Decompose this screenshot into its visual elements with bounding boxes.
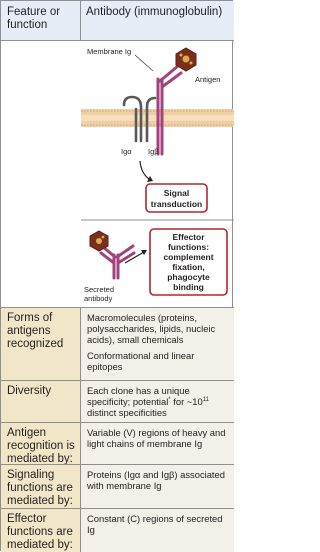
ig-beta-label: Igβ	[148, 147, 159, 156]
antibody-column-header: Antibody (immunoglobulin)	[81, 1, 234, 41]
row-effector-functions	[1, 508, 234, 552]
feature-forms-of-antigens: Forms of antigens recognized	[1, 308, 81, 380]
effector-label-5: phagocyte	[167, 272, 210, 282]
row-diversity	[1, 380, 234, 422]
secreted-antibody	[101, 246, 134, 278]
secreted-antibody-label-2: antibody	[84, 294, 113, 303]
row-forms-of-antigens	[1, 307, 234, 380]
desc-diversity-mid: for ~10	[170, 396, 203, 407]
effector-label-4: fixation,	[172, 262, 205, 272]
desc-diversity-star: *	[168, 396, 171, 403]
desc-diversity	[81, 381, 234, 422]
desc-antigen-recognition: Variable (V) regions of heavy and light chains of membrane Ig	[81, 423, 234, 464]
signal-arrow	[140, 161, 149, 179]
ig-alpha-label: Igα	[121, 147, 132, 156]
feature-column-header: Feature or function	[1, 1, 81, 41]
desc-diversity-pre: Each clone has a unique specificity; potential	[87, 385, 190, 407]
row-antigen-recognition	[1, 422, 234, 464]
desc-forms-p1: Macromolecules (proteins, polysaccharides, lipids, nucleic acids), small chemicals	[87, 312, 216, 345]
antigen-icon-secreted	[90, 231, 108, 251]
row-signaling-functions	[1, 464, 234, 508]
feature-effector-functions: Effector functions are mediated by:	[1, 509, 81, 552]
signal-transduction-box	[146, 184, 207, 212]
feature-signaling-functions: Signaling functions are mediated by:	[1, 465, 81, 508]
desc-effector-functions: Constant (C) regions of secreted Ig	[81, 509, 234, 552]
membrane-ig-label: Membrane Ig	[87, 47, 132, 56]
effector-label-6: binding	[173, 282, 204, 292]
signal-transduction-label-1: Signal	[163, 188, 190, 198]
effector-label-1: Effector	[172, 232, 205, 242]
antigen-icon	[176, 48, 196, 71]
feature-diversity: Diversity	[1, 381, 81, 422]
antibody-diagram	[81, 41, 234, 307]
effector-label-3: complement	[163, 252, 214, 262]
feature-antigen-recognition: Antigen recognition is mediated by:	[1, 423, 81, 464]
secreted-antibody-label-1: Secreted	[84, 285, 115, 294]
antigen-label: Antigen	[195, 75, 221, 84]
effector-label-2: functions:	[167, 242, 210, 252]
desc-diversity-exp: 11	[202, 396, 209, 403]
desc-forms-of-antigens	[81, 308, 234, 380]
effector-functions-box	[150, 229, 227, 295]
desc-diversity-post: distinct specificities	[87, 407, 167, 418]
signal-arrowhead	[147, 176, 153, 182]
desc-signaling-functions: Proteins (Igα and Igβ) associated with membrane Ig	[81, 465, 234, 508]
desc-forms-p2: Conformational and linear epitopes	[87, 350, 195, 372]
signal-transduction-label-2: transduction	[150, 199, 203, 209]
antibody-diagram-svg	[81, 41, 234, 307]
